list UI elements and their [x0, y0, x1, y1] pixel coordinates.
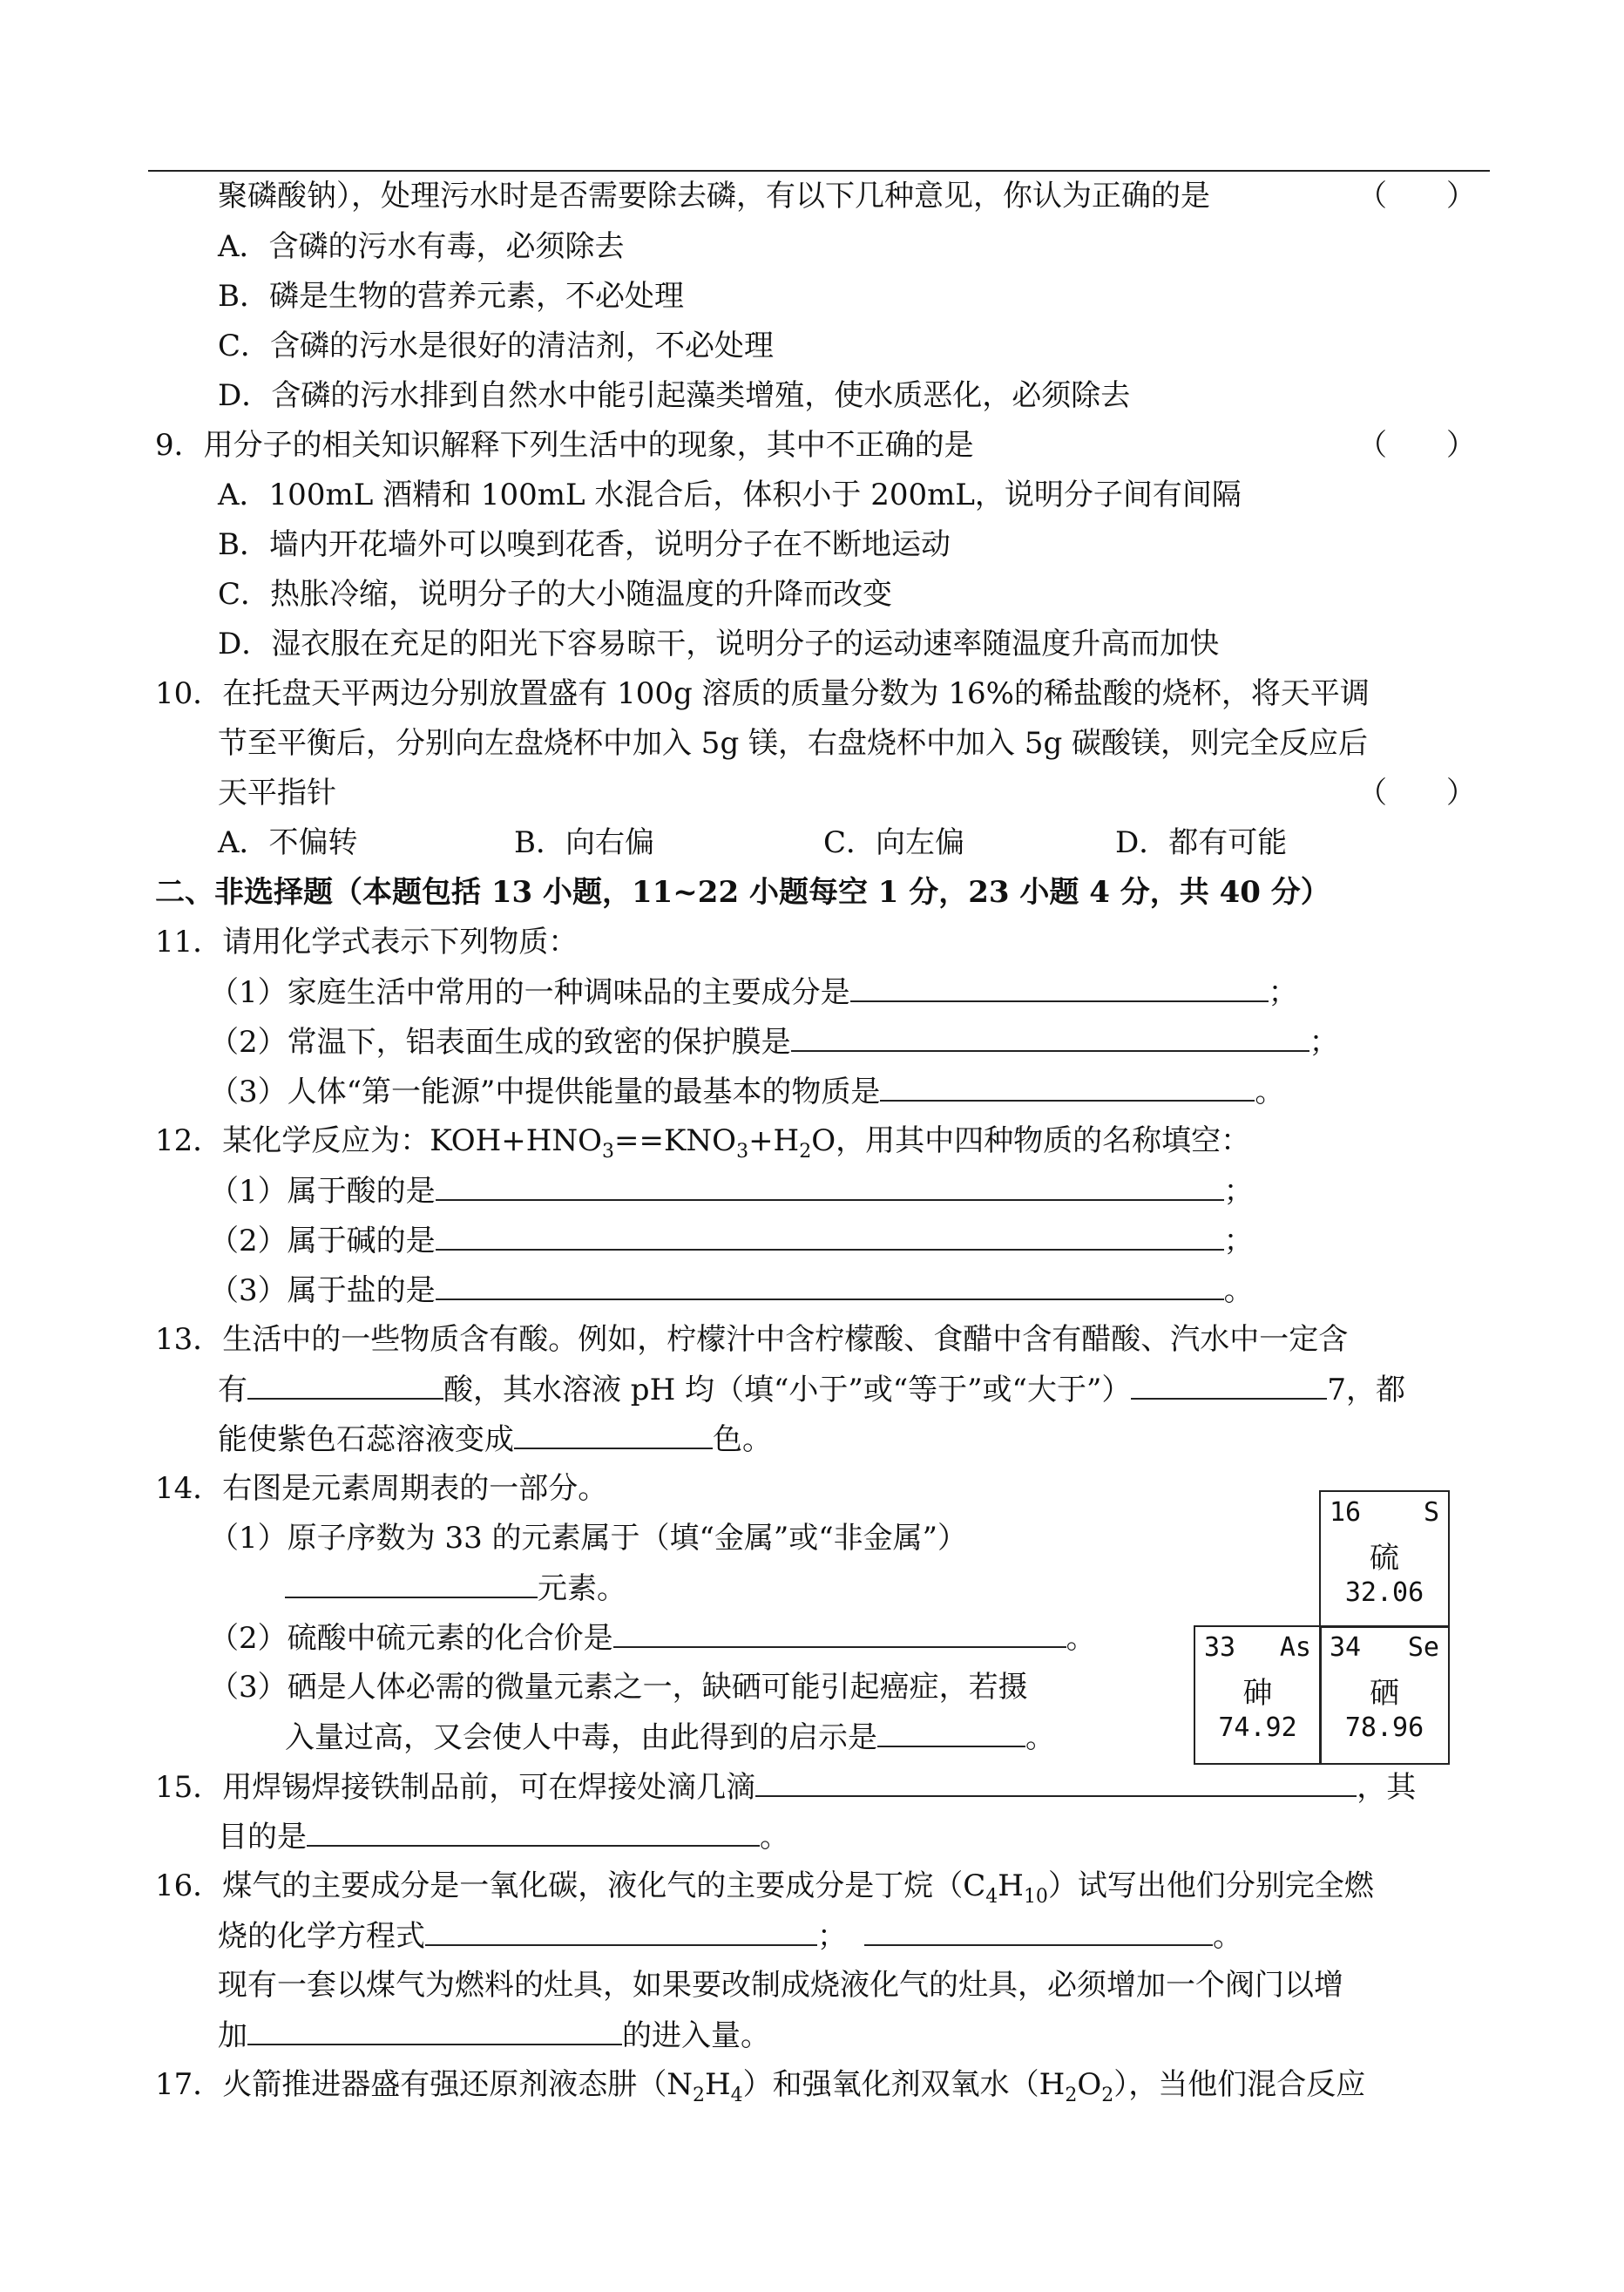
q13-stem-line2: 有 酸，其水溶液 pH 均（填“小于”或“等于”或“大于”） 7，都 [218, 1373, 1405, 1407]
q11-part2: （2）常温下，铝表面生成的致密的保护膜是 ； [209, 1025, 1339, 1060]
q11-part1: （1）家庭生活中常用的一种调味品的主要成分是 ； [209, 975, 1298, 1010]
header-rule [148, 170, 1490, 172]
q8-answer-paren[interactable]: （ ） [1357, 179, 1476, 214]
q10-option-c: C．向左偏 [823, 825, 965, 860]
q16-blank3[interactable] [247, 2017, 622, 2045]
q17-stem-line1: 17．火箭推进器盛有强还原剂液态肼$(N_2H_4)$和强氧化剂双氧水$(H_2O_2)$，当他们混合反应 [155, 2067, 1366, 2106]
q10-stem-line3: 天平指针 [218, 776, 336, 810]
q9-answer-paren[interactable]: （ ） [1357, 428, 1476, 463]
q14-part3-blank[interactable] [877, 1719, 1025, 1747]
q11-stem: 11．请用化学式表示下列物质： [155, 925, 579, 960]
q11-part1-blank[interactable] [850, 974, 1269, 1002]
q14-part2: （2）硫酸中硫元素的化合价是 。 [209, 1621, 1096, 1656]
q10-stem-line2: 节至平衡后，分别向左盘烧杯中加入 5g 镁，右盘烧杯中加入 5g 碳酸镁，则完全反应后 [218, 726, 1369, 761]
q9-option-d: D．湿衣服在充足的阳光下容易晾干，说明分子的运动速率随温度升高而加快 [218, 627, 1220, 661]
section-2-heading: 二、非选择题（本题包括 13 小题，11~22 小题每空 1 分，23 小题 4 分，共 40 分） [155, 875, 1330, 910]
q13-stem-line3: 能使紫色石蕊溶液变成 色。 [218, 1422, 772, 1457]
q12-stem: 12．某化学反应为：$KOH+HNO_3==KNO_3+H_2O$，用其中四种物质的名称填空： [155, 1123, 1251, 1163]
q10-option-b: B．向右偏 [514, 825, 654, 860]
q8-option-a: A．含磷的污水有毒，必须除去 [218, 229, 625, 264]
q15-stem-line2: 目的是 。 [218, 1820, 789, 1855]
q16-stem-line3: 现有一套以煤气为燃料的灶具，如果要改制成烧液化气的灶具，必须增加一个阀门以增 [218, 1968, 1343, 2003]
q14-part3-line1: （3）硒是人体必需的微量元素之一，缺硒可能引起癌症，若摄 [209, 1670, 1028, 1705]
q13-blank3[interactable] [514, 1421, 713, 1449]
q9-option-c: C．热胀冷缩，说明分子的大小随温度的升降而改变 [218, 577, 893, 612]
q9-option-a: A．100mL 酒精和 100mL 水混合后，体积小于 200mL，说明分子间有间隔 [218, 478, 1242, 512]
q15-blank1[interactable] [755, 1769, 1357, 1797]
q16-stem-line1: 16．煤气的主要成分是一氧化碳，液化气的主要成分是丁烷$(C_4H_{10})$试写出他们分别完全燃 [155, 1868, 1374, 1908]
q14-part1-blank[interactable] [285, 1570, 538, 1598]
q8-stem: 聚磷酸钠），处理污水时是否需要除去磷，有以下几种意见，你认为正确的是 [218, 179, 1210, 214]
q10-option-a: A．不偏转 [218, 825, 358, 860]
q8-option-b: B．磷是生物的营养元素，不必处理 [218, 279, 684, 314]
q14-part3-line2: 入量过高，又会使人中毒，由此得到的启示是 。 [285, 1720, 1055, 1755]
q15-stem-line1: 15．用焊锡焊接铁制品前，可在焊接处滴几滴 ，其 [155, 1770, 1417, 1805]
q13-blank1[interactable] [247, 1372, 443, 1400]
q13-blank2[interactable] [1131, 1372, 1327, 1400]
q14-part1: （1）原子序数为 33 的元素属于（填“金属”或“非金属”） [209, 1521, 968, 1556]
element-cell-arsenic: 33 As 砷 74.92 [1194, 1625, 1322, 1765]
q11-part2-blank[interactable] [791, 1024, 1309, 1052]
q12-part1-blank[interactable] [436, 1173, 1224, 1201]
q9-option-b: B．墙内开花墙外可以嗅到花香，说明分子在不断地运动 [218, 527, 951, 562]
q13-stem-line1: 13．生活中的一些物质含有酸。例如，柠檬汁中含柠檬酸、食醋中含有醋酸、汽水中一定含 [155, 1322, 1349, 1357]
q14-part2-blank[interactable] [613, 1620, 1066, 1648]
q12-part3-blank[interactable] [436, 1272, 1224, 1300]
q15-blank2[interactable] [307, 1819, 760, 1847]
q11-part3: （3）人体“第一能源”中提供能量的最基本的物质是 。 [209, 1075, 1285, 1109]
q16-blank2[interactable] [864, 1918, 1213, 1946]
q10-option-d: D．都有可能 [1115, 825, 1288, 860]
q12-part1: （1）属于酸的是 ； [209, 1174, 1254, 1209]
q14-part1-answer: 元素。 [285, 1570, 626, 1606]
q8-option-c: C．含磷的污水是很好的清洁剂，不必处理 [218, 329, 775, 363]
q10-stem-line1: 10．在托盘天平两边分别放置盛有 100g 溶质的质量分数为 16%的稀盐酸的烧杯，将天平调 [155, 676, 1370, 711]
q16-stem-line4: 加 的进入量。 [218, 2018, 770, 2053]
q16-blank1[interactable] [425, 1918, 817, 1946]
q8-option-d: D．含磷的污水排到自然水中能引起藻类增殖，使水质恶化，必须除去 [218, 378, 1131, 413]
q9-stem: 9．用分子的相关知识解释下列生活中的现象，其中不正确的是 [155, 428, 974, 463]
q14-stem: 14．右图是元素周期表的一部分。 [155, 1471, 608, 1506]
q10-answer-paren[interactable]: （ ） [1357, 776, 1476, 810]
q12-part3: （3）属于盐的是 。 [209, 1273, 1254, 1308]
q12-part2-blank[interactable] [436, 1223, 1224, 1251]
q16-stem-line2: 烧的化学方程式 ； 。 [218, 1919, 1242, 1954]
element-cell-sulfur: 16 S 硫 32.06 [1319, 1490, 1450, 1628]
q12-part2: （2）属于碱的是 ； [209, 1224, 1254, 1258]
q11-part3-blank[interactable] [880, 1074, 1255, 1102]
element-cell-selenium: 34 Se 硒 78.96 [1319, 1625, 1450, 1765]
